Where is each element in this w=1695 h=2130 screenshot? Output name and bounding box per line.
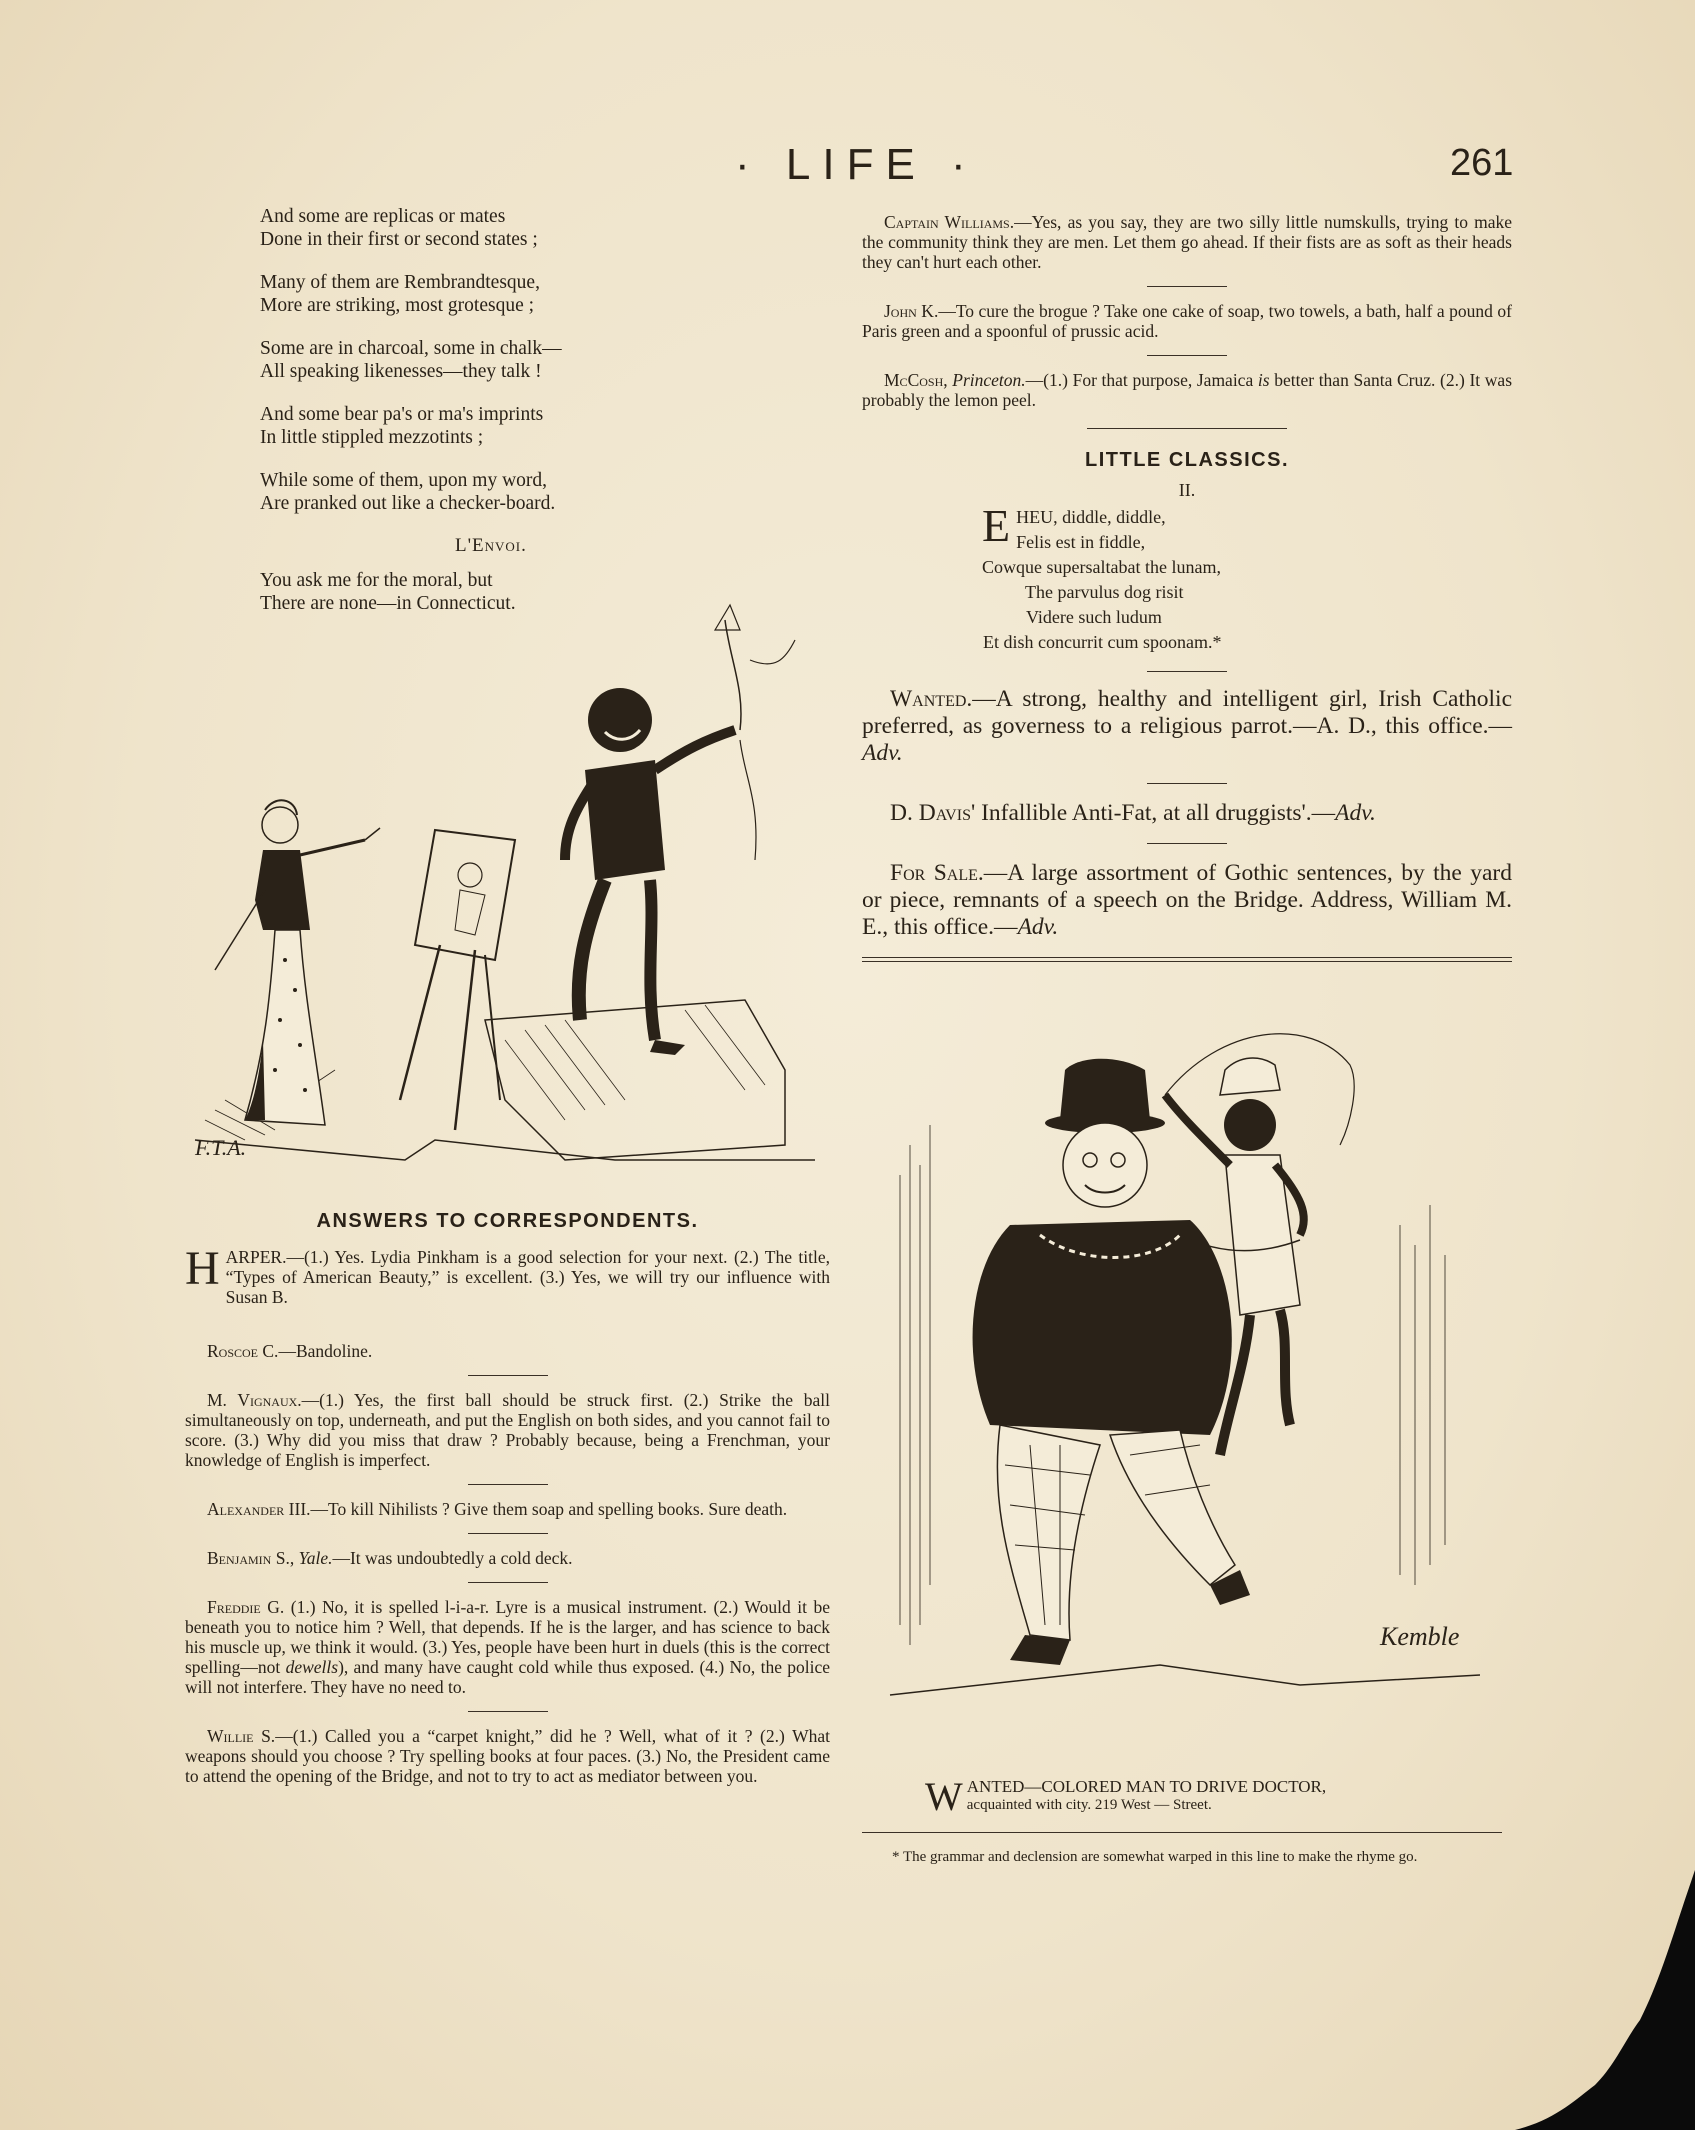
answer-text: —It was undoubtedly a cold deck. bbox=[332, 1548, 573, 1568]
divider bbox=[1147, 671, 1227, 672]
answer-name: McCosh, bbox=[884, 370, 948, 390]
answer-text: —(1.) Yes, the first ball should be struck first. (2.) Strike the ball simultaneously on top, underneath, and put the English on both sides, and you cannot fail to score. (3.) Why did you miss that draw ? Probably because, being a Frenchman, your knowledge of English is imperfect. bbox=[185, 1390, 830, 1470]
answer-captain bbox=[862, 212, 1512, 272]
divider bbox=[468, 1375, 548, 1376]
poem-stanza bbox=[260, 205, 830, 251]
answer-name: Alexander III. bbox=[207, 1499, 311, 1519]
poem-line: Are pranked out like a checker-board. bbox=[260, 493, 556, 514]
answer-roscoe bbox=[207, 1341, 830, 1361]
answer-italic: is bbox=[1257, 370, 1270, 390]
little-classics-number: II. bbox=[1178, 480, 1196, 500]
answers-title: ANSWERS TO CORRESPONDENTS. bbox=[316, 1210, 699, 1232]
ad-anti-fat bbox=[862, 800, 1512, 827]
poem-line: And some are replicas or mates bbox=[260, 206, 506, 227]
answer-text: —Bandoline. bbox=[278, 1341, 373, 1361]
caption-line: acquainted with city. 219 West — Street. bbox=[966, 1797, 1212, 1813]
poem-stanza bbox=[260, 403, 830, 449]
poem-line: You ask me for the moral, but bbox=[260, 570, 493, 591]
answer-text: —To cure the brogue ? Take one cake of soap, two towels, a bath, half a pound of Paris green and a spoonful of prussic acid. bbox=[862, 301, 1513, 341]
ad-wanted-governess bbox=[862, 686, 1512, 767]
answer-text: —(1.) Called you a “carpet knight,” did he ? Well, what of it ? (2.) What weapons should you choose ? Try spelling books at four paces. (3.) No, the President came to attend the opening of the Bridge, and not to try to act as mediator between you. bbox=[185, 1726, 830, 1786]
ad-adv: Adv. bbox=[862, 740, 903, 766]
answer-alexander bbox=[185, 1499, 830, 1519]
answer-john bbox=[862, 301, 1512, 341]
left-column bbox=[185, 205, 830, 635]
poem-line: There are none—in Connecticut. bbox=[260, 593, 516, 614]
answer-school: Yale. bbox=[298, 1548, 333, 1568]
little-classics-title: LITTLE CLASSICS. bbox=[1085, 449, 1289, 471]
answer-name: Captain Williams. bbox=[884, 212, 1015, 232]
page-number: 261 bbox=[1450, 142, 1514, 184]
illustration-caption bbox=[925, 1774, 1465, 1819]
answer-text: ), and many have caught cold while thus exposed. (4.) No, the police will not interfere. They have no need to. bbox=[185, 1657, 830, 1697]
doctor-and-driver-illustration bbox=[880, 1025, 1480, 1775]
divider bbox=[468, 1711, 548, 1712]
divider bbox=[468, 1484, 548, 1485]
dropcap: H bbox=[185, 1242, 220, 1295]
answer-italic: dewells bbox=[285, 1657, 339, 1677]
answer-benjamin bbox=[185, 1548, 830, 1568]
poem-line: Many of them are Rembrandtesque, bbox=[260, 272, 540, 293]
divider bbox=[468, 1582, 548, 1583]
dropcap: E bbox=[982, 500, 1011, 551]
answer-name: Benjamin S., bbox=[207, 1548, 295, 1568]
answer-school: Princeton. bbox=[952, 370, 1026, 390]
double-rule bbox=[862, 957, 1512, 962]
right-column bbox=[862, 212, 1512, 962]
ad-adv: Adv. bbox=[1017, 914, 1059, 940]
poem-line: Some are in charcoal, some in chalk— bbox=[260, 338, 562, 359]
ad-text: Infallible Anti-Fat, at all druggists'.— bbox=[975, 800, 1336, 826]
poem-text: HEU, diddle, diddle, bbox=[1016, 507, 1166, 527]
footnote: * The grammar and declension are somewhat warped in this line to make the rhyme go. bbox=[892, 1849, 1418, 1865]
poem-stanza bbox=[260, 337, 830, 383]
answer-mccosh bbox=[862, 370, 1512, 410]
answer-text: —(1.) Yes. Lydia Pinkham is a good selection for your next. (2.) The title, “Types of American Beauty,” is excellent. (3.) Yes, we will try our influence with Susan B. bbox=[225, 1247, 830, 1307]
poem-line: Cowque supersaltabat the lunam, bbox=[982, 557, 1221, 577]
ad-name: Wanted. bbox=[890, 686, 973, 712]
divider bbox=[1147, 355, 1227, 356]
poem-line: And some bear pa's or ma's imprints bbox=[260, 404, 544, 425]
ad-text: —A large assortment of Gothic sentences, by the yard or piece, remnants of a speech on the Bridge. Address, William M. E., this office.— bbox=[862, 860, 1513, 940]
poem-line: Done in their first or second states ; bbox=[260, 229, 538, 250]
poem-stanza bbox=[260, 271, 830, 317]
envoi-title: L'Envoi. bbox=[455, 535, 527, 556]
poem-line: All speaking likenesses—they talk ! bbox=[260, 361, 542, 382]
divider bbox=[468, 1533, 548, 1534]
divider bbox=[1147, 783, 1227, 784]
answer-name: Roscoe C. bbox=[207, 1341, 279, 1361]
answer-text: —(1.) For that purpose, Jamaica bbox=[1025, 370, 1258, 390]
little-classics-poem bbox=[982, 500, 1512, 655]
ad-name: For Sale. bbox=[890, 860, 984, 886]
poem-line: More are striking, most grotesque ; bbox=[260, 295, 535, 316]
footnote-rule bbox=[862, 1832, 1502, 1833]
answer-text: —To kill Nihilists ? Give them soap and spelling books. Sure death. bbox=[310, 1499, 788, 1519]
answer-name: Freddie G. bbox=[207, 1597, 285, 1617]
answer-name: ARPER. bbox=[225, 1247, 287, 1267]
poem-line: While some of them, upon my word, bbox=[260, 470, 548, 491]
divider bbox=[1087, 428, 1287, 429]
divider bbox=[1147, 286, 1227, 287]
poem-line: Videre such ludum bbox=[1026, 607, 1162, 627]
answer-text: —Yes, as you say, they are two silly little numskulls, trying to make the community think they are men. Let them go ahead. If their fists are as soft as their heads they can't hurt each other. bbox=[862, 212, 1513, 272]
divider bbox=[1147, 843, 1227, 844]
ad-text: —A strong, healthy and intelligent girl, Irish Catholic preferred, as governess to a religious parrot.—A. D., this office.— bbox=[862, 686, 1512, 739]
answer-harper bbox=[185, 1242, 830, 1307]
answer-name: M. Vignaux. bbox=[207, 1390, 302, 1410]
torn-corner bbox=[1515, 1870, 1695, 2130]
answer-willie bbox=[185, 1726, 830, 1786]
answer-vignaux bbox=[185, 1390, 830, 1470]
answer-name: Willie S. bbox=[207, 1726, 276, 1746]
artist-painting-illustration bbox=[185, 600, 820, 1165]
poem-line: In little stippled mezzotints ; bbox=[260, 427, 484, 448]
magazine-title: · LIFE · bbox=[735, 140, 978, 189]
answer-text: (1.) No, it is spelled l-i-a-r. Lyre is a musical instrument. (2.) Would it be beneath you to notice him ? Well, that depends. If he is the larger, and has science to back his muscle up, we think it would. (3.) Yes, people have been hurt in duels (this is the correct spelling—not bbox=[185, 1597, 830, 1677]
answers-section bbox=[185, 1210, 830, 1786]
ad-adv: Adv. bbox=[1335, 800, 1376, 826]
poem-stanza bbox=[260, 469, 830, 515]
answer-freddie bbox=[185, 1597, 830, 1697]
caption-line: ANTED—COLORED MAN TO DRIVE DOCTOR, bbox=[966, 1777, 1327, 1796]
dropcap: W bbox=[925, 1774, 963, 1819]
answer-name: John K. bbox=[884, 301, 939, 321]
poem-line: The parvulus dog risit bbox=[1025, 582, 1184, 602]
ad-name: D. Davis' bbox=[890, 800, 976, 826]
poem-line: Et dish concurrit cum spoonam.* bbox=[983, 632, 1222, 652]
illustration-signature: F.T.A. bbox=[195, 1135, 247, 1160]
poem-line: Felis est in fiddle, bbox=[1016, 532, 1146, 552]
answer-text: better than Santa Cruz. (2.) It was probably the lemon peel. bbox=[862, 370, 1513, 410]
ad-for-sale bbox=[862, 860, 1512, 941]
illustration-signature: Kemble bbox=[1380, 1622, 1460, 1651]
